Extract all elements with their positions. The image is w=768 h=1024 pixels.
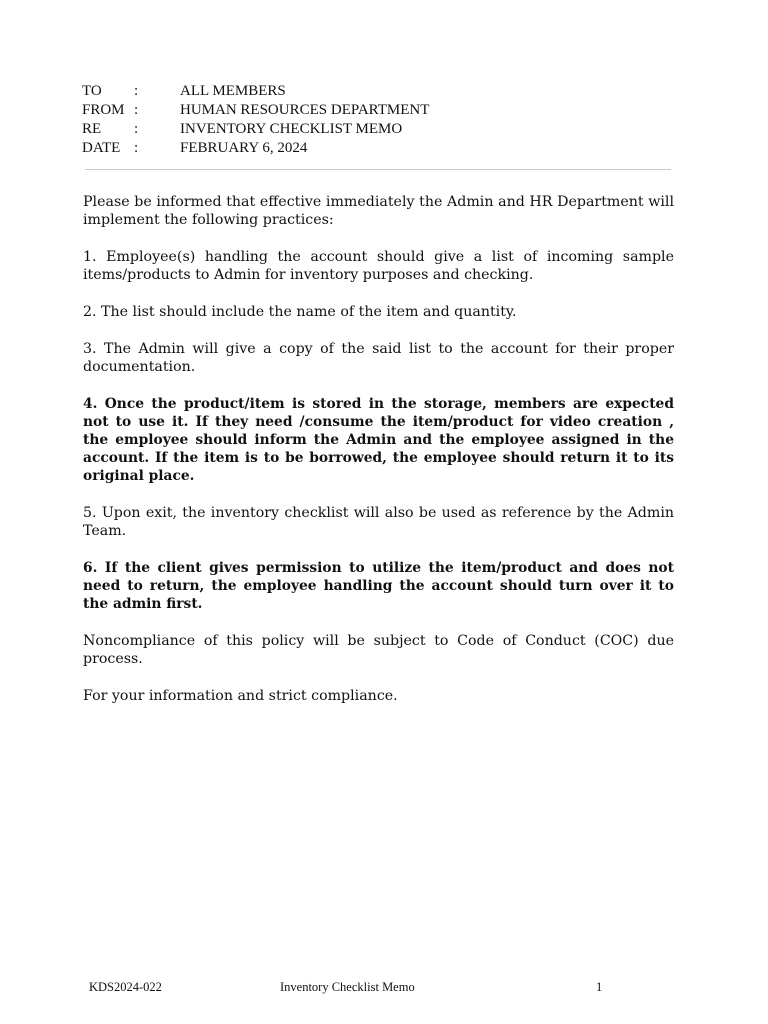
- practice-item-1: 1. Employee(s) handling the account should give a list of incoming sample items/products to Admin for inventory purposes and checking.: [83, 249, 674, 283]
- intro-paragraph: Please be informed that effective immediately the Admin and HR Department will implement the following practices:: [83, 194, 674, 228]
- header-divider: [85, 169, 671, 170]
- noncompliance-paragraph: Noncompliance of this policy will be subject to Code of Conduct (COC) due process.: [83, 633, 674, 667]
- memo-date-label: DATE: [82, 140, 121, 156]
- closing-paragraph: For your information and strict compliance.: [83, 688, 398, 704]
- memo-from-label: FROM: [82, 102, 125, 118]
- memo-date-row: [82, 139, 682, 158]
- practice-item-4: 4. Once the product/item is stored in the storage, members are expected not to use it. If they need /consume the item/product for video creation , the employee should inform the Admin and the employee assigned in the account. If the item is to be borrowed, the employee should return it to its original place.: [83, 396, 674, 484]
- practice-item-3: 3. The Admin will give a copy of the said list to the account for their proper documentation.: [83, 341, 674, 375]
- memo-to-colon: :: [134, 83, 139, 99]
- practice-item-5: 5. Upon exit, the inventory checklist will also be used as reference by the Admin Team.: [83, 505, 674, 539]
- footer-page-number: 1: [596, 980, 603, 994]
- memo-from-value: HUMAN RESOURCES DEPARTMENT: [180, 102, 430, 118]
- memo-header: [82, 82, 682, 158]
- memo-re-label: RE: [82, 121, 102, 137]
- memo-from-row: [82, 101, 682, 120]
- practice-item-2: 2. The list should include the name of the item and quantity.: [83, 304, 517, 320]
- practice-item-6: 6. If the client gives permission to utilize the item/product and does not need to return, the employee handling the account should turn over it to the admin first.: [83, 560, 674, 612]
- memo-re-colon: :: [134, 121, 139, 137]
- footer-document-title: Inventory Checklist Memo: [280, 980, 415, 994]
- footer-document-code: KDS2024-022: [89, 980, 162, 994]
- memo-body: [83, 193, 674, 724]
- memo-date-value: FEBRUARY 6, 2024: [180, 140, 308, 156]
- memo-to-row: [82, 82, 682, 101]
- memo-date-colon: :: [134, 140, 139, 156]
- memo-re-row: [82, 120, 682, 139]
- memo-to-value: ALL MEMBERS: [180, 83, 286, 99]
- memo-to-label: TO: [82, 83, 102, 99]
- memo-re-value: INVENTORY CHECKLIST MEMO: [180, 121, 403, 137]
- memo-from-colon: :: [134, 102, 139, 118]
